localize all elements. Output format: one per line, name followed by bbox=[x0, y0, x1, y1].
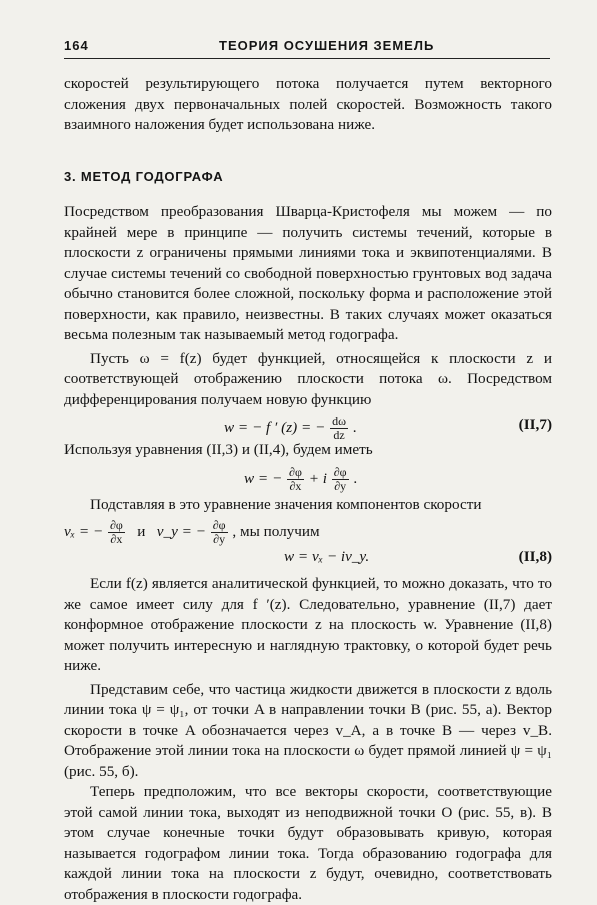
equation-II-8: w = vₓ − iv_y. (II,8) bbox=[64, 545, 552, 571]
running-header bbox=[64, 36, 550, 59]
equation-II-7: w = − f ′ (z) = − $\frac{d\omega}{dz}$ . (II,7) bbox=[224, 414, 552, 442]
equation-number-II-7: (II,7) bbox=[518, 416, 552, 433]
section-heading: 3. МЕТОД ГОДОГРАФА bbox=[64, 168, 224, 184]
paragraph-2: Пусть ω = f(z) будет функцией, относящейся к плоскости z и соответствующей отображению плоскости потока ω. Посредством дифференцирования получаем новую функцию bbox=[64, 349, 552, 408]
paragraph-6: Представим себе, что частица жидкости движется в плоскости z вдоль линии тока ψ = ψ₁, от точки A в направлении точки B (рис. 55, а). Вектор скорости в точке A обозначается через v_A, а в точке B — через v_B. Отображение этой линии тока на плоскости ω будет прямой линией ψ = ψ₁ (рис. 55, б). bbox=[64, 680, 552, 780]
velocity-components: vₓ = − $\frac{\partial\varphi}{\partial x}$ и v_y = − $\frac{\partial\varphi}{\partial y}$ , мы получим bbox=[64, 518, 320, 546]
paragraph-3: Используя уравнения (II,3) и (II,4), будем иметь bbox=[64, 441, 373, 458]
running-title: ТЕОРИЯ ОСУШЕНИЯ ЗЕМЕЛЬ bbox=[219, 38, 435, 53]
page-body bbox=[64, 74, 552, 905]
eq1-fraction: $\frac{d\omega}{dz}$ bbox=[332, 414, 346, 442]
equation-number-II-8: (II,8) bbox=[518, 548, 552, 565]
equation-w-partials: w = − $\frac{\partial\varphi}{\partial x}$ + i $\frac{\partial\varphi}{\partial y}$ . bbox=[244, 464, 358, 493]
eq1-lhs: w = − f ′ (z) = − bbox=[224, 418, 326, 436]
paragraph-1: Посредством преобразования Шварца-Кристофеля мы можем — по крайней мере в принципе — получить системы течений, которые в плоскости z ограничены прямыми линиями тока и эквипотенциалями. В случае системы течений со свободной поверхностью грунтовых вод задача обычно становится более сложной, поскольку форма и расположение этой поверхности, как правило, неизвестны. В таких случаях может оказаться весьма полезным так называемый метод годографа. bbox=[64, 203, 552, 343]
page-number: 164 bbox=[64, 38, 89, 53]
paragraph-4: Подставляя в это уравнение значения компонентов скорости bbox=[90, 495, 482, 513]
paragraph-5: Если f(z) является аналитической функцией, то можно доказать, что то же самое имеет силу для f ′(z). Следовательно, уравнение (II,7) дает конформное отображение плоскости z на плоскость w. Уравнение (II,8) может получить интересную и наглядную трактовку, о которой будет речь ниже. bbox=[64, 575, 552, 674]
intro-paragraph: скоростей результирующего потока получается путем векторного сложения двух первоначальных полей скоростей. Возможность такого взаимного наложения будет использована ниже. bbox=[64, 75, 552, 133]
paragraph-7: Теперь предположим, что все векторы скорости, соответствующие этой самой линии тока, выходят из неподвижной точки O (рис. 55, в). В этом случае конечные точки будут образовывать кривую, которая называется годографом линии тока. Тогда образованию годографа для каждой линии тока на плоскости z будут, очевидно, соответствовать отображения в плоскости годографа. bbox=[64, 783, 552, 903]
